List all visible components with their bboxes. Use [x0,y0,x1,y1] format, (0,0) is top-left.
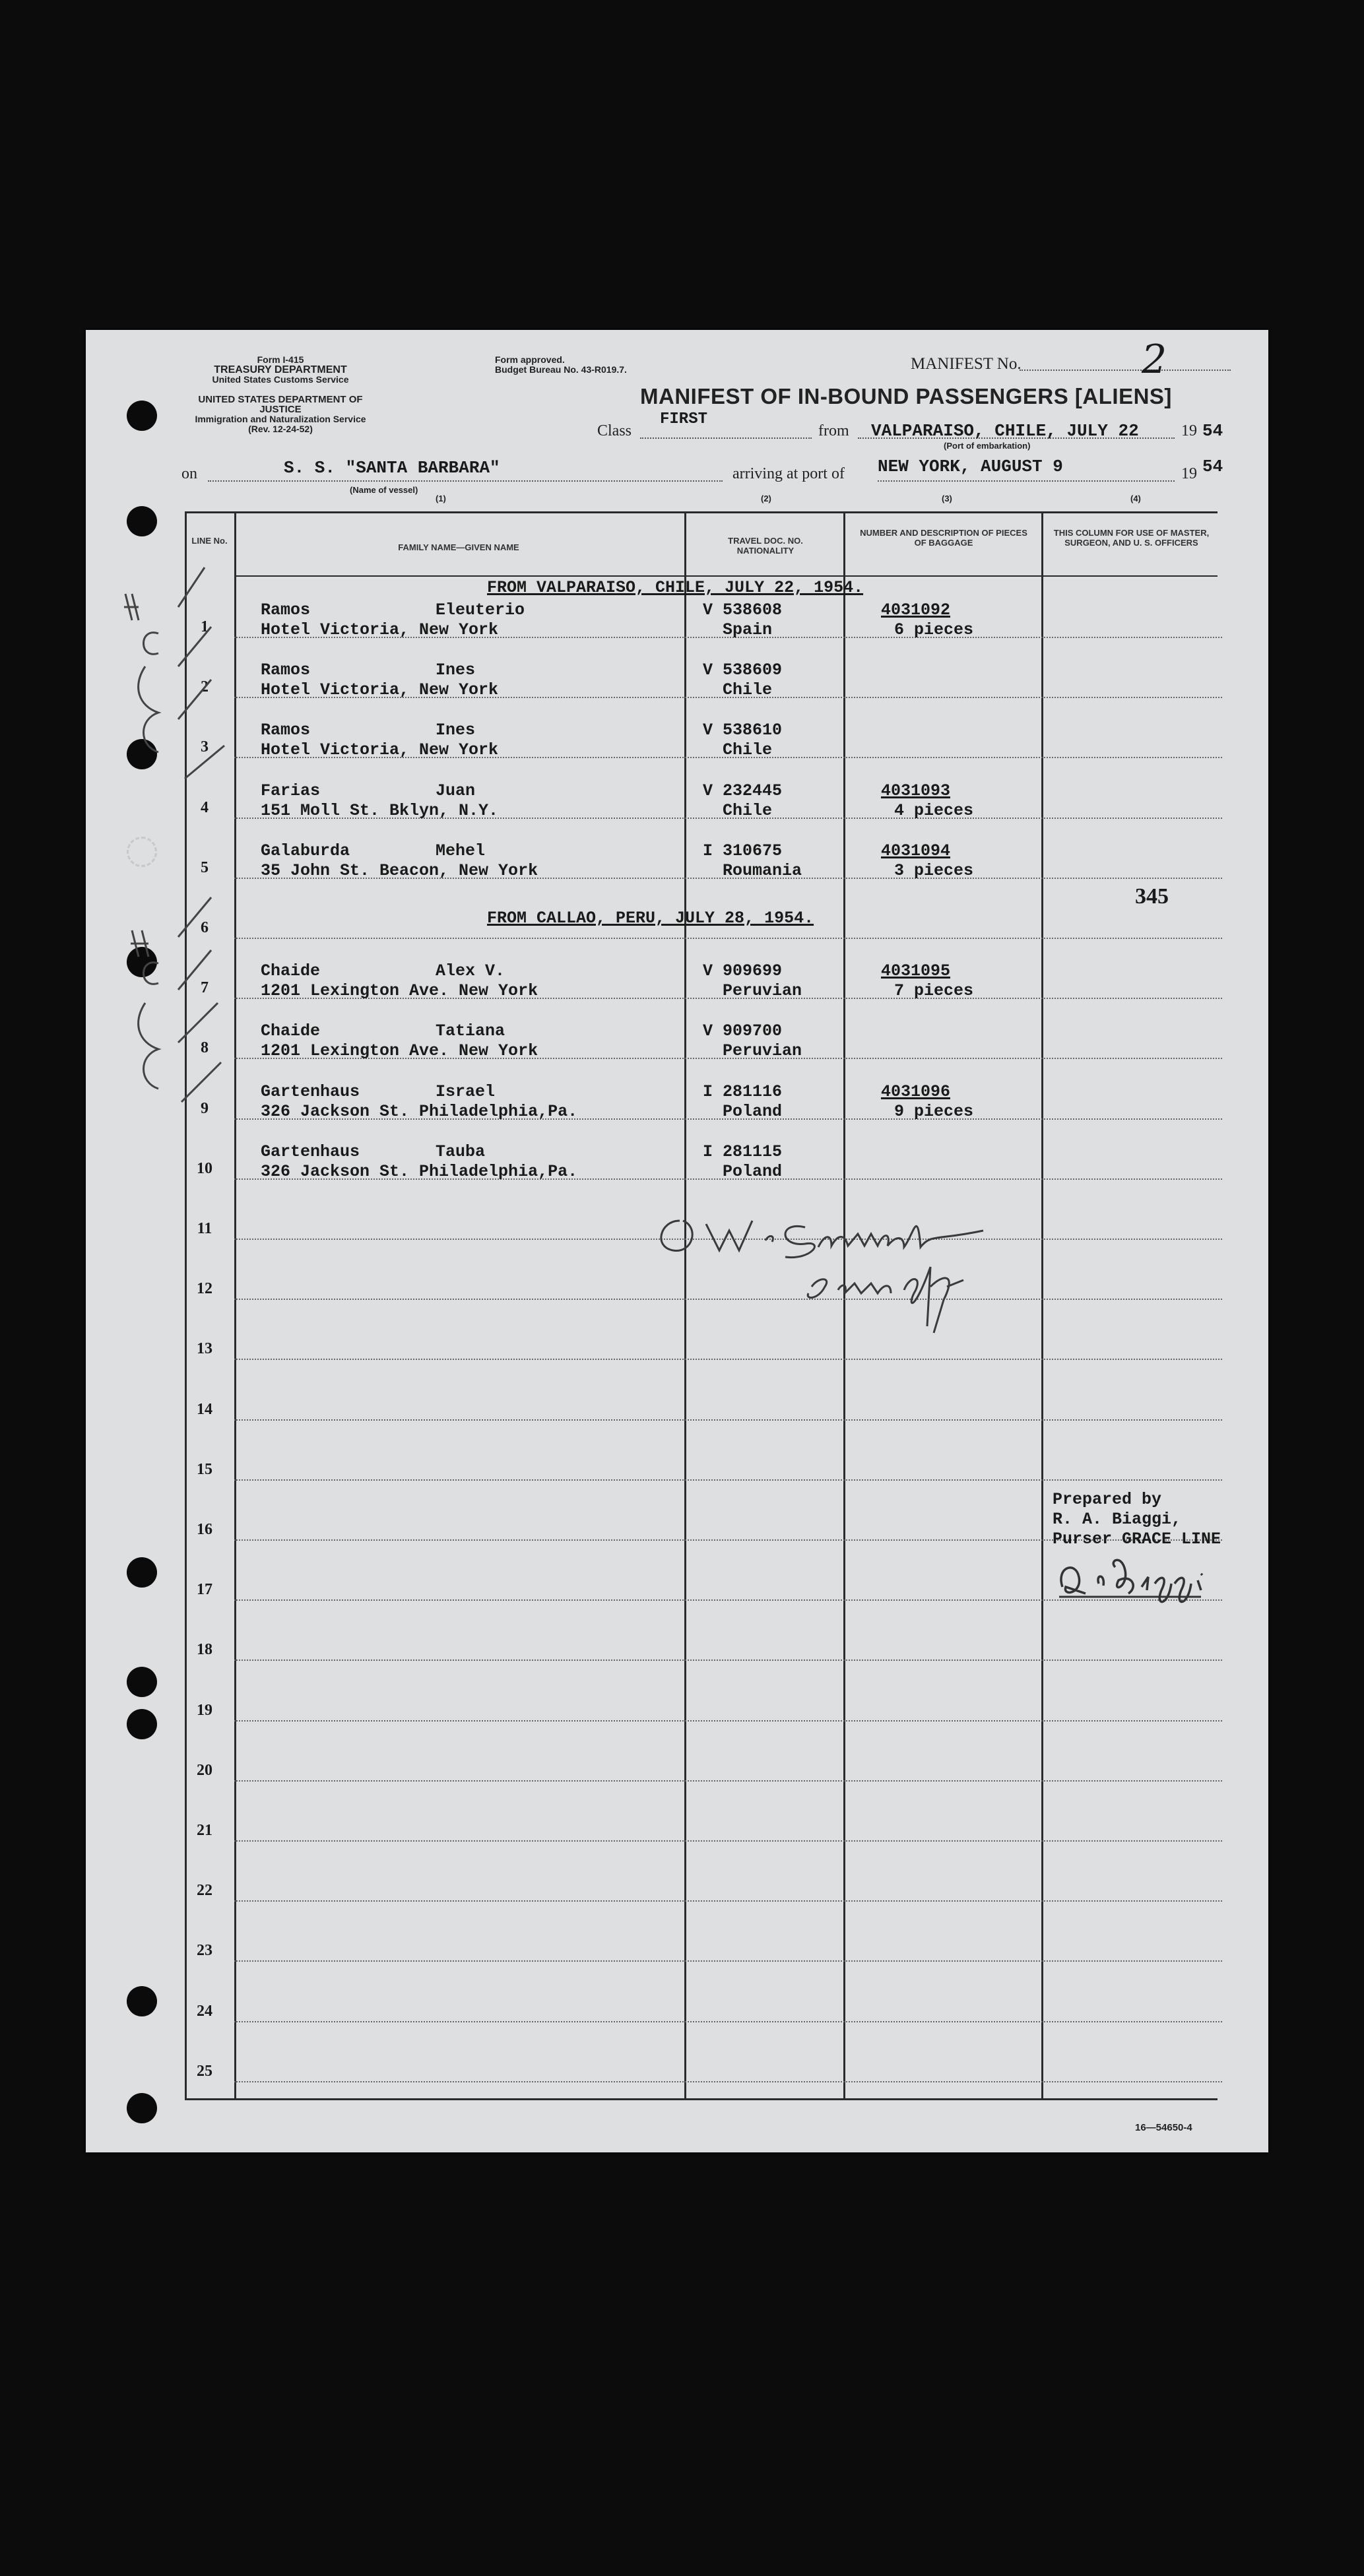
passenger-given-name: Tauba [436,1142,486,1161]
from-value: VALPARAISO, CHILE, JULY 22 [871,421,1139,441]
passenger-family-name: Ramos [261,600,311,620]
baggage-description: 9 pieces [894,1101,974,1121]
passenger-address: 35 John St. Beacon, New York [261,860,538,880]
line-number: 13 [197,1340,212,1358]
class-value: FIRST [660,410,708,428]
travel-doc-number: V 538608 [703,600,783,620]
arriving-label: arriving at port of [732,465,845,482]
line-number: 19 [197,1701,212,1719]
passenger-nationality: Chile [723,800,773,820]
passenger-nationality: Peruvian [723,981,802,1001]
passenger-address: Hotel Victoria, New York [261,740,499,760]
line-number: 12 [197,1280,212,1298]
table-top-rule [185,511,1218,513]
baggage-description: 7 pieces [894,981,974,1001]
travel-doc-number: V 538610 [703,721,783,740]
form-agency-block [181,355,379,385]
punch-hole [127,506,157,536]
on-label: on [181,465,197,482]
passenger-given-name: Mehel [436,841,486,860]
from-label: from [818,422,849,439]
passenger-given-name: Juan [436,781,476,800]
passenger-family-name: Farias [261,781,321,800]
passenger-given-name: Tatiana [436,1021,505,1041]
passenger-address: 1201 Lexington Ave. New York [261,1041,538,1061]
purser-line: Purser GRACE LINE [1053,1530,1221,1549]
passenger-given-name: Alex V. [436,961,505,981]
department-name: TREASURY DEPARTMENT [214,364,347,375]
punch-hole [127,401,157,431]
passenger-address: 151 Moll St. Bklyn, N.Y. [261,800,499,820]
line-number: 17 [197,1581,212,1599]
line-number: 9 [201,1099,209,1117]
approval-block [495,355,693,375]
passenger-family-name: Ramos [261,660,311,680]
page-title: MANIFEST OF IN-BOUND PASSENGERS [ALIENS] [640,384,1172,408]
punch-hole [127,2093,157,2123]
punch-hole [127,1709,157,1739]
column-ref-3: (3) [942,494,952,503]
header-baggage: NUMBER AND DESCRIPTION OF PIECES OF BAGGAGE [860,528,1027,548]
passenger-address: 326 Jackson St. Philadelphia,Pa. [261,1101,578,1121]
passenger-address: Hotel Victoria, New York [261,680,499,700]
travel-doc-number: V 538609 [703,660,783,680]
row-rule [234,1900,1222,1902]
port-embarkation-note: (Port of embarkation) [944,441,1031,451]
passenger-address: 326 Jackson St. Philadelphia,Pa. [261,1161,578,1181]
manifest-number-label: MANIFEST No. [911,355,1022,373]
justice-block [178,395,383,434]
passenger-nationality: Roumania [723,860,802,880]
travel-doc-number: I 281116 [703,1081,783,1101]
line-number: 16 [197,1521,212,1538]
punch-hole [127,1667,157,1697]
margin-check-marks [112,554,244,1313]
line-number: 5 [201,858,209,876]
line-number: 6 [201,919,209,936]
table-bottom-rule [185,2098,1218,2100]
purser-signature [1049,1547,1267,1620]
line-number: 2 [201,678,209,696]
passenger-given-name: Ines [436,721,476,740]
prepared-by-block [1053,1490,1221,1549]
column-ref-1: (1) [436,494,446,503]
row-rule [234,1840,1222,1842]
passenger-family-name: Ramos [261,721,311,740]
line-number: 25 [197,2062,212,2080]
passenger-family-name: Galaburda [261,841,350,860]
row-rule [234,1419,1222,1421]
officer-signature [653,1194,996,1339]
passenger-given-name: Israel [436,1081,496,1101]
baggage-description: 6 pieces [894,620,974,639]
budget-bureau: Budget Bureau No. 43-R019.7. [495,364,627,375]
baggage-number: 4031092 [881,600,951,620]
passenger-address: 1201 Lexington Ave. New York [261,981,538,1001]
line-number: 20 [197,1761,212,1779]
prepared-by-label: Prepared by [1053,1490,1162,1509]
passenger-nationality: Chile [723,740,773,760]
line-number: 14 [197,1400,212,1418]
row-rule [234,938,1222,939]
travel-doc-number: I 310675 [703,841,783,860]
header-officers: THIS COLUMN FOR USE OF MASTER, SURGEON, AND U. S. OFFICERS [1053,528,1210,548]
section-heading-callao: FROM CALLAO, PERU, JULY 28, 1954. [487,909,814,928]
line-number: 10 [197,1159,212,1177]
vessel-note: (Name of vessel) [350,485,418,495]
row-rule [234,1720,1222,1722]
travel-doc-number: V 232445 [703,781,783,800]
vessel-name: S. S. "SANTA BARBARA" [284,458,500,478]
passenger-given-name: Eleuterio [436,600,525,620]
line-number: 3 [201,738,209,756]
travel-doc-number: I 281115 [703,1142,783,1161]
manifest-number-line [1020,370,1231,371]
header-travel-doc: TRAVEL DOC. NO. NATIONALITY [728,536,803,556]
line-number: 11 [197,1220,212,1237]
column-ref-2: (2) [761,494,771,503]
baggage-number: 4031094 [881,841,951,860]
line-number: 8 [201,1039,209,1057]
arrival-value: NEW YORK, AUGUST 9 [878,457,1063,476]
travel-doc-number: V 909699 [703,961,783,981]
ins-name: Immigration and Naturalization Service [195,414,366,424]
row-rule [234,1479,1222,1481]
line-number: 21 [197,1822,212,1839]
manifest-number-handwritten: 2 [1142,337,1167,383]
baggage-number: 4031095 [881,961,951,981]
header-name: FAMILY NAME—GIVEN NAME [398,542,519,552]
line-number: 1 [201,618,209,635]
passenger-given-name: Ines [436,660,476,680]
form-revision: (Rev. 12-24-52) [248,424,313,434]
line-number: 15 [197,1460,212,1478]
passenger-nationality: Spain [723,620,773,639]
class-label: Class [597,422,632,439]
form-number: Form I-415 [257,354,304,365]
row-rule [234,1780,1222,1782]
preparer-name: R. A. Biaggi, [1053,1510,1182,1529]
table-header-rule [234,575,1218,577]
passenger-family-name: Chaide [261,1021,321,1041]
row-rule [234,2081,1222,2082]
arrival-year-suffix: 54 [1202,457,1223,476]
line-number: 18 [197,1641,212,1659]
punch-hole [127,1557,157,1588]
class-line [640,437,812,439]
form-code: 16—54650-4 [1135,2122,1192,2133]
section-heading-valparaiso: FROM VALPARAISO, CHILE, JULY 22, 1954. [487,578,864,597]
year-prefix: 19 [1181,422,1197,439]
header-line-no: LINE No. [191,536,228,546]
row-rule [234,2021,1222,2022]
baggage-number: 4031096 [881,1081,951,1101]
line-number: 22 [197,1882,212,1900]
vessel-line [208,480,723,482]
travel-doc-number: V 909700 [703,1021,783,1041]
arrival-year-prefix: 19 [1181,465,1197,482]
passenger-family-name: Chaide [261,961,321,981]
row-rule [234,1359,1222,1360]
baggage-description: 4 pieces [894,800,974,820]
justice-department: UNITED STATES DEPARTMENT OF JUSTICE [198,394,363,415]
baggage-description: 3 pieces [894,860,974,880]
passenger-family-name: Gartenhaus [261,1081,360,1101]
form-approved: Form approved. [495,354,565,365]
punch-hole [127,1986,157,2016]
passenger-nationality: Poland [723,1101,783,1121]
passenger-address: Hotel Victoria, New York [261,620,499,639]
count-annotation: 345 [1135,884,1169,909]
passenger-nationality: Chile [723,680,773,700]
line-number: 23 [197,1942,212,1960]
manifest-sheet [86,330,1268,2152]
line-number: 7 [201,979,209,997]
arrival-line [878,480,1175,482]
column-ref-4: (4) [1130,494,1141,503]
line-number: 24 [197,2002,212,2020]
baggage-column-divider [1041,511,1043,2098]
row-rule [234,1960,1222,1962]
row-rule [234,1659,1222,1661]
baggage-number: 4031093 [881,781,951,800]
passenger-nationality: Poland [723,1161,783,1181]
passenger-nationality: Peruvian [723,1041,802,1061]
customs-service: United States Customs Service [212,374,349,385]
passenger-family-name: Gartenhaus [261,1142,360,1161]
line-number: 4 [201,798,209,816]
year-suffix: 54 [1202,421,1223,441]
